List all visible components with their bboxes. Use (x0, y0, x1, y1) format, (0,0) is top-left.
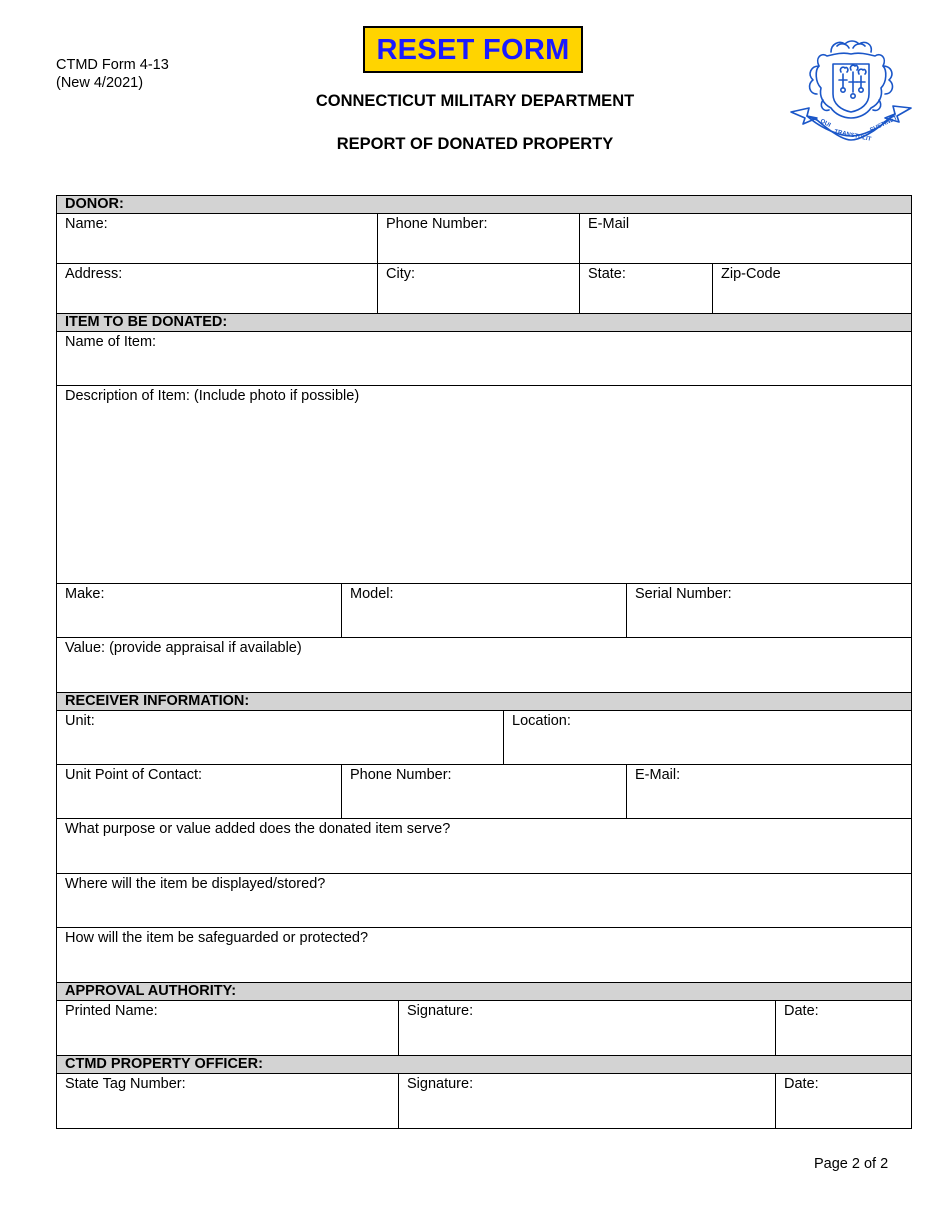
field-label: What purpose or value added does the donated item serve? (65, 821, 451, 837)
donation-form (56, 195, 912, 1129)
section-header-approval: APPROVAL AUTHORITY: (57, 983, 911, 1001)
receiver-unit-field[interactable] (57, 711, 504, 764)
field-label: Serial Number: (635, 586, 732, 602)
field-label: E-Mail: (635, 767, 681, 783)
item-row-name (57, 332, 911, 386)
donor-row-2 (57, 264, 911, 313)
property-officer-date-field[interactable] (776, 1074, 911, 1128)
field-value[interactable] (65, 606, 335, 622)
seal-motto-word: TRANSTULIT (833, 129, 872, 143)
field-value[interactable] (65, 733, 497, 749)
field-value[interactable] (588, 236, 905, 252)
section-header-donor: DONOR: (57, 196, 911, 214)
field-value[interactable] (386, 286, 573, 302)
field-value[interactable] (65, 408, 905, 424)
field-label: Phone Number: (350, 767, 452, 783)
section-header-item: ITEM TO BE DONATED: (57, 314, 911, 332)
field-value[interactable] (65, 1096, 392, 1112)
property-officer-row (57, 1074, 911, 1128)
item-row-description (57, 386, 911, 584)
field-label: Address: (65, 266, 123, 282)
section-header-receiver: RECEIVER INFORMATION: (57, 693, 911, 711)
field-label: Signature: (407, 1076, 474, 1092)
field-label: Description of Item: (Include photo if possible) (65, 388, 360, 404)
field-label: Zip-Code (721, 266, 781, 282)
field-label: State Tag Number: (65, 1076, 186, 1092)
field-value[interactable] (407, 1096, 769, 1112)
field-value[interactable] (407, 1023, 769, 1039)
field-value[interactable] (350, 606, 620, 622)
field-label: State: (588, 266, 626, 282)
item-model-field[interactable] (342, 584, 627, 637)
field-label: Signature: (407, 1003, 474, 1019)
field-value[interactable] (588, 286, 706, 302)
donor-section (57, 196, 911, 314)
field-label: Phone Number: (386, 216, 488, 232)
seal-motto-word: QUI (819, 118, 832, 129)
receiver-row-purpose (57, 819, 911, 874)
seal-motto-word: SUSTINET (869, 115, 899, 134)
field-label: Unit: (65, 713, 95, 729)
donor-zip-field[interactable] (713, 264, 911, 313)
approval-row (57, 1001, 911, 1055)
form-revision: (New 4/2021) (56, 75, 144, 91)
item-row-value (57, 638, 911, 692)
item-value-field[interactable] (57, 638, 911, 692)
donor-email-field[interactable] (580, 214, 911, 263)
donor-phone-field[interactable] (378, 214, 580, 263)
field-value[interactable] (721, 286, 905, 302)
item-row-make-model (57, 584, 911, 638)
field-value[interactable] (65, 354, 905, 370)
field-label: Make: (65, 586, 105, 602)
field-value[interactable] (386, 236, 573, 252)
donor-name-field[interactable] (57, 214, 378, 263)
section-header-property-officer: CTMD PROPERTY OFFICER: (57, 1056, 911, 1074)
field-label: Name of Item: (65, 334, 157, 350)
field-value[interactable] (65, 286, 371, 302)
field-label: City: (386, 266, 415, 282)
field-value[interactable] (635, 787, 905, 803)
receiver-row-unit (57, 711, 911, 765)
connecticut-state-seal-icon (787, 38, 915, 146)
field-value[interactable] (784, 1023, 905, 1039)
report-title: REPORT OF DONATED PROPERTY (336, 135, 614, 153)
receiver-row-safeguard (57, 928, 911, 982)
field-label: Unit Point of Contact: (65, 767, 203, 783)
approval-printed-name-field[interactable] (57, 1001, 399, 1055)
donor-row-1 (57, 214, 911, 264)
field-label: Date: (784, 1003, 819, 1019)
property-officer-section (57, 1056, 911, 1128)
state-tag-number-field[interactable] (57, 1074, 399, 1128)
field-value[interactable] (65, 896, 905, 912)
receiver-display-field[interactable] (57, 874, 911, 927)
field-label: Where will the item be displayed/stored? (65, 876, 326, 892)
field-value[interactable] (65, 841, 905, 857)
field-label: How will the item be safeguarded or protected? (65, 930, 369, 946)
property-officer-signature-field[interactable] (399, 1074, 776, 1128)
item-name-field[interactable] (57, 332, 911, 385)
donor-city-field[interactable] (378, 264, 580, 313)
form-number: CTMD Form 4-13 (56, 57, 169, 73)
field-label: E-Mail (588, 216, 630, 232)
receiver-email-field[interactable] (627, 765, 911, 818)
department-title: CONNECTICUT MILITARY DEPARTMENT (315, 92, 635, 110)
field-label: Printed Name: (65, 1003, 158, 1019)
field-value[interactable] (635, 606, 905, 622)
receiver-safeguard-field[interactable] (57, 928, 911, 982)
donor-state-field[interactable] (580, 264, 713, 313)
approval-date-field[interactable] (776, 1001, 911, 1055)
receiver-location-field[interactable] (504, 711, 911, 764)
field-label: Location: (512, 713, 571, 729)
field-value[interactable] (65, 1023, 392, 1039)
reset-form-button[interactable]: RESET FORM (363, 26, 583, 73)
receiver-phone-field[interactable] (342, 765, 627, 818)
field-value[interactable] (784, 1096, 905, 1112)
page-number: Page 2 of 2 (814, 1156, 889, 1172)
field-value[interactable] (350, 787, 620, 803)
approval-signature-field[interactable] (399, 1001, 776, 1055)
field-value[interactable] (65, 660, 905, 676)
donor-address-field[interactable] (57, 264, 378, 313)
item-description-field[interactable] (57, 386, 911, 583)
receiver-poc-field[interactable] (57, 765, 342, 818)
approval-section (57, 983, 911, 1056)
item-make-field[interactable] (57, 584, 342, 637)
field-label: Model: (350, 586, 394, 602)
field-value[interactable] (512, 733, 905, 749)
field-label: Name: (65, 216, 108, 232)
field-value[interactable] (65, 787, 335, 803)
receiver-section (57, 693, 911, 983)
field-label: Value: (provide appraisal if available) (65, 640, 302, 656)
field-label: Date: (784, 1076, 819, 1092)
field-value[interactable] (65, 236, 371, 252)
receiver-row-display (57, 874, 911, 928)
receiver-purpose-field[interactable] (57, 819, 911, 873)
receiver-row-contact (57, 765, 911, 819)
field-value[interactable] (65, 950, 905, 966)
item-section (57, 314, 911, 693)
item-serial-field[interactable] (627, 584, 911, 637)
form-identifier (56, 56, 169, 92)
